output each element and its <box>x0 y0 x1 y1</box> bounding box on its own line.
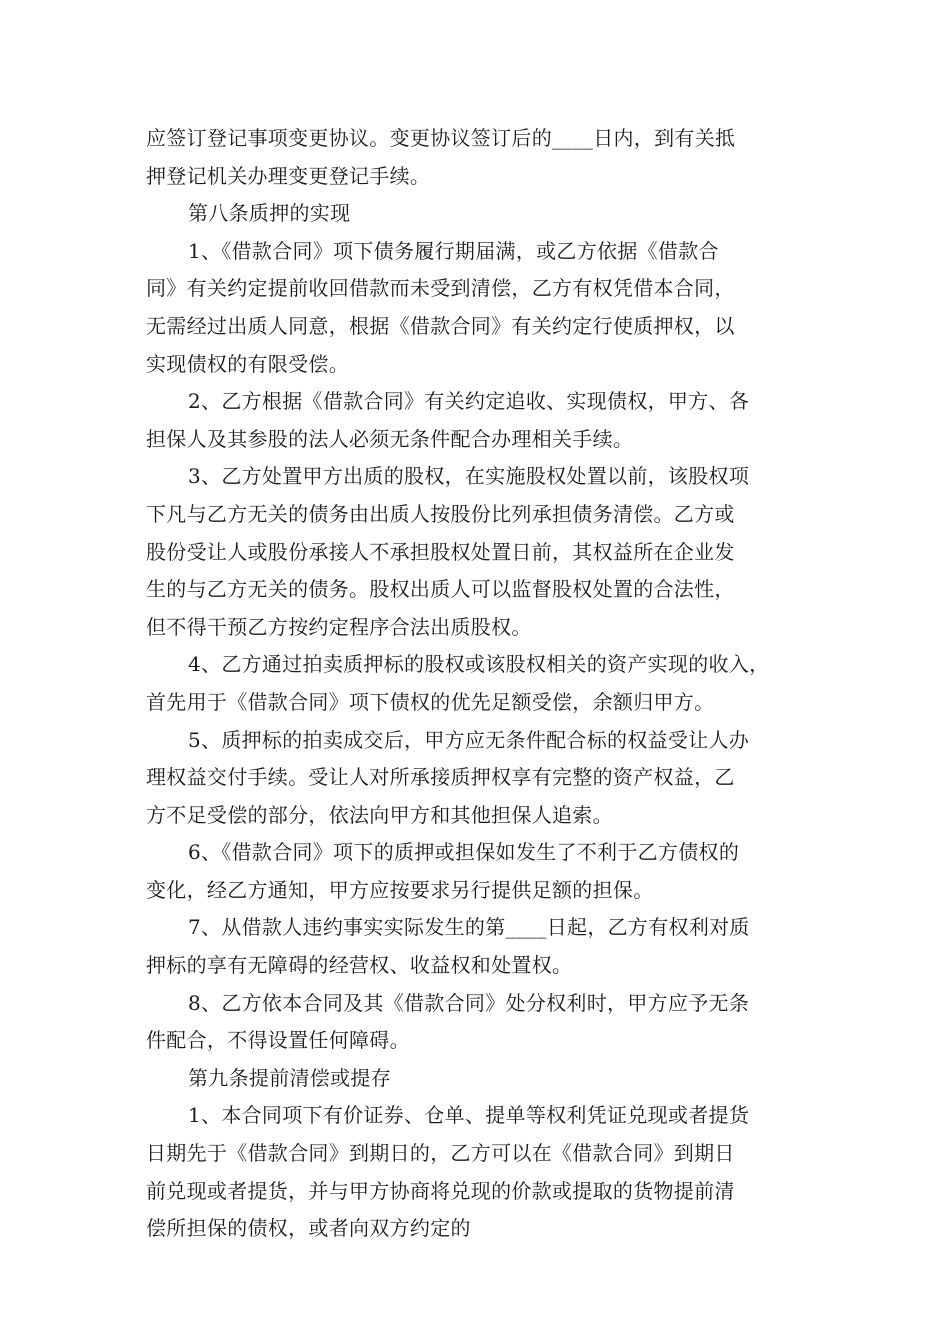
text-line: 担保人及其参股的法人必须无条件配合办理相关手续。 <box>146 426 634 451</box>
text-line: 1、本合同项下有价证券、仓单、提单等权利凭证兑现或者提货 <box>188 1103 750 1128</box>
text-line: 件配合，不得设置任何障碍。 <box>146 1028 410 1053</box>
text-line: 下凡与乙方无关的债务由出质人按股份比列承担债务清偿。乙方或 <box>146 501 735 526</box>
text-line: 实现债权的有限受偿。 <box>146 351 349 376</box>
text-line: 6、《借款合同》项下的质押或担保如发生了不利于乙方债权的 <box>188 840 740 865</box>
text-line: 无需经过出质人同意，根据《借款合同》有关约定行使质押权，以 <box>146 313 735 338</box>
text-line: 生的与乙方无关的债务。股权出质人可以监督股权处置的合法性， <box>146 577 735 602</box>
text-line: 1、《借款合同》项下债务履行期届满，或乙方依据《借款合 <box>188 238 719 263</box>
text-line: 应签订登记事项变更协议。变更协议签订后的____日内，到有关抵 <box>146 126 736 150</box>
text-line: 理权益交付手续。受让人对所承接质押权享有完整的资产权益，乙 <box>146 765 735 790</box>
text-line: 2、乙方根据《借款合同》有关约定追收、实现债权，甲方、各 <box>188 389 750 414</box>
section-heading-9: 第九条提前清偿或提存 <box>188 1065 391 1090</box>
text-line: 首先用于《借款合同》项下债权的优先足额受偿，余额归甲方。 <box>146 689 715 714</box>
text-line: 变化，经乙方通知，甲方应按要求另行提供足额的担保。 <box>146 877 654 902</box>
text-line: 7、从借款人违约事实实际发生的第____日起，乙方有权利对质 <box>188 915 750 940</box>
text-line: 押登记机关办理变更登记手续。 <box>146 163 431 188</box>
text-line: 方不足受偿的部分，依法向甲方和其他担保人追索。 <box>146 802 613 827</box>
document-page <box>146 120 814 1248</box>
text-line: 8、乙方依本合同及其《借款合同》处分权利时，甲方应予无条 <box>188 990 750 1015</box>
section-heading-8: 第八条质押的实现 <box>188 201 351 226</box>
text-line: 日期先于《借款合同》到期日的，乙方可以在《借款合同》到期日 <box>146 1141 735 1166</box>
text-line: 押标的享有无障碍的经营权、收益权和处置权。 <box>146 953 573 978</box>
text-line: 4、乙方通过拍卖质押标的股权或该股权相关的资产实现的收入， <box>188 652 770 677</box>
text-line: 但不得干预乙方按约定程序合法出质股权。 <box>146 614 532 639</box>
text-line: 前兑现或者提货，并与甲方协商将兑现的价款或提取的货物提前清 <box>146 1178 735 1203</box>
text-line: 同》有关约定提前收回借款而未受到清偿，乙方有权凭借本合同， <box>146 276 735 301</box>
text-line: 股份受让人或股份承接人不承担股权处置日前，其权益所在企业发 <box>146 539 735 564</box>
text-line: 偿所担保的债权，或者向双方约定的 <box>146 1216 471 1241</box>
text-line: 5、质押标的拍卖成交后，甲方应无条件配合标的权益受让人办 <box>188 727 750 752</box>
text-line: 3、乙方处置甲方出质的股权，在实施股权处置以前，该股权项 <box>188 464 750 489</box>
